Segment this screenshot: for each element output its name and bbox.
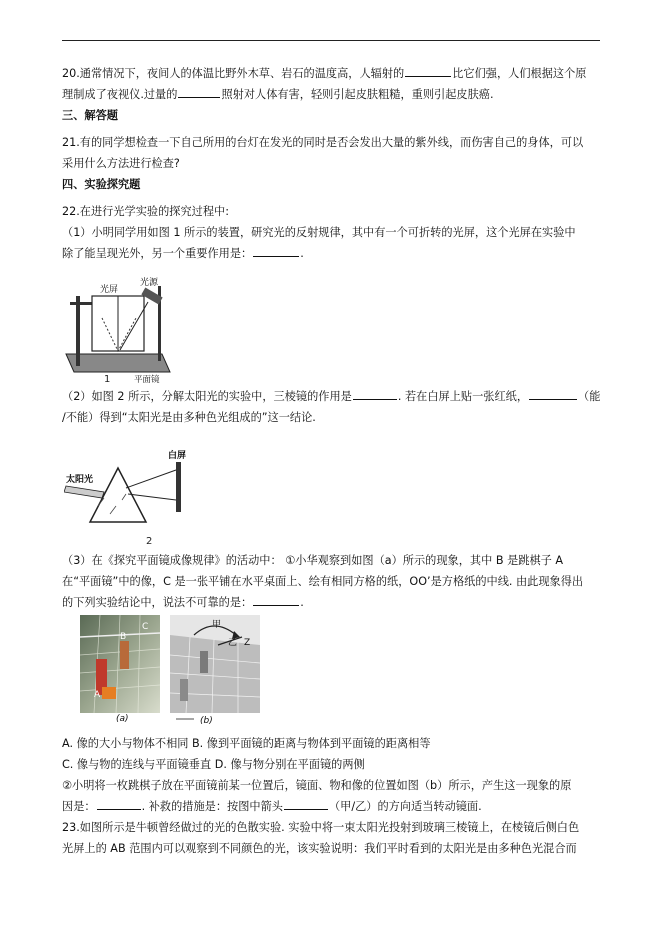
q22-intro: 22.在进行光学实验的探究过程中: — [62, 205, 229, 218]
fig2-screen-label: 白屏 — [168, 451, 187, 461]
fig1-screen-label: 光屏 — [100, 285, 119, 295]
fig2-sun-label: 太阳光 — [66, 475, 94, 485]
sun-beam — [64, 486, 104, 498]
q22-p1-line2: 除了能呈现光外，另一个重要作用是： . — [62, 247, 304, 260]
q22-p3-line2: 在“平面镜”中的像，C 是一张平铺在水平桌面上、绘有相同方格的纸，OO’是方格纸的中线. 由此现象得出 — [62, 575, 584, 588]
figure-3b-photo — [170, 615, 260, 729]
q20-line2: 理制成了夜视仪.过量的 照射对人体有害，轻则引起皮肤粗糙，重则引起皮肤癌. — [62, 88, 494, 101]
q23-line2: 光屏上的 AB 范围内可以观察到不同颜色的光，该实验说明：我们平时看到的太阳光是由多种色光混合而 — [62, 842, 577, 855]
q21-line1: 21.有的同学想检查一下自己所用的台灯在发光的同时是否会发出大量的紫外线，而伤害自己的身体，可以 — [62, 136, 584, 149]
q22-options-line2: C. 像与物的连线与平面镜垂直 D. 像与物分别在平面镜的两侧 — [62, 758, 365, 771]
q22-p3-line3: 的下列实验结论中，说法不可靠的是： . — [62, 596, 304, 609]
fig3a-letter-a: A — [94, 690, 101, 700]
q22-options-line1: A. 像的大小与物体不相同 B. 像到平面镜的距离与物体到平面镜的距离相等 — [62, 737, 431, 750]
figure-2-number: 2 — [146, 536, 153, 547]
q23-line1: 23.如图所示是牛顿曾经做过的光的色散实验. 实验中将一束太阳光投射到玻璃三棱镜上，在棱镜后侧白色 — [62, 821, 580, 834]
figure-2-prism-dispersion — [64, 448, 194, 530]
fig3a-caption: (a) — [116, 714, 129, 723]
q22-p2-line1: （2）如图 2 所示，分解太阳光的实验中，三棱镜的作用是 . 若在白屏上贴一张红纸， （能 — [62, 390, 601, 403]
header-rule — [62, 40, 600, 41]
figure-1-reflection-apparatus — [62, 276, 174, 386]
fig3b-letter-jia: 甲 — [212, 620, 222, 630]
figure-1-number: 1 — [104, 374, 111, 385]
q21-line2: 采用什么方法进行检查? — [62, 157, 180, 170]
fig3b-letter-z: Z — [244, 638, 251, 648]
fig3a-letter-c: C — [142, 622, 149, 632]
figure-3a-photo — [80, 615, 160, 723]
q22-p4-line1: ②小明将一枚跳棋子放在平面镜前某一位置后，镜面、物和像的位置如图（b）所示，产生这一现象的原 — [62, 779, 572, 792]
q22-p1-line1: （1）小明同学用如图 1 所示的装置，研究光的反射规律，其中有一个可折转的光屏，这个光屏在实验中 — [62, 226, 576, 239]
q22-p3-line1: （3）在《探究平面镜成像规律》的活动中： ①小华观察到如图（a）所示的现象，其中 B 是跳棋子 A — [62, 554, 564, 567]
fig3b-caption: (b) — [200, 716, 213, 726]
stand-post-left — [76, 296, 80, 366]
fig3a-letter-b: B — [120, 632, 127, 642]
white-screen — [176, 462, 181, 512]
fig3b-letter-yi: 乙 — [228, 638, 238, 648]
q20-line1: 20.通常情况下，夜间人的体温比野外木草、岩石的温度高，人辐射的 比它们强，人们根据这个原 — [62, 67, 587, 80]
section-3-heading: 三、解答题 — [62, 109, 118, 122]
section-4-heading: 四、实验探究题 — [62, 178, 141, 191]
q22-p4-line2: 因是： . 补救的措施是：按图中箭头 （甲/乙）的方向适当转动镜面. — [62, 800, 482, 813]
fig1-mirror-label: 平面镜 — [134, 375, 160, 385]
fig1-source-label: 光源 — [140, 278, 159, 288]
q22-p2-line2: /不能）得到“太阳光是由多种色光组成的”这一结论. — [62, 411, 316, 424]
